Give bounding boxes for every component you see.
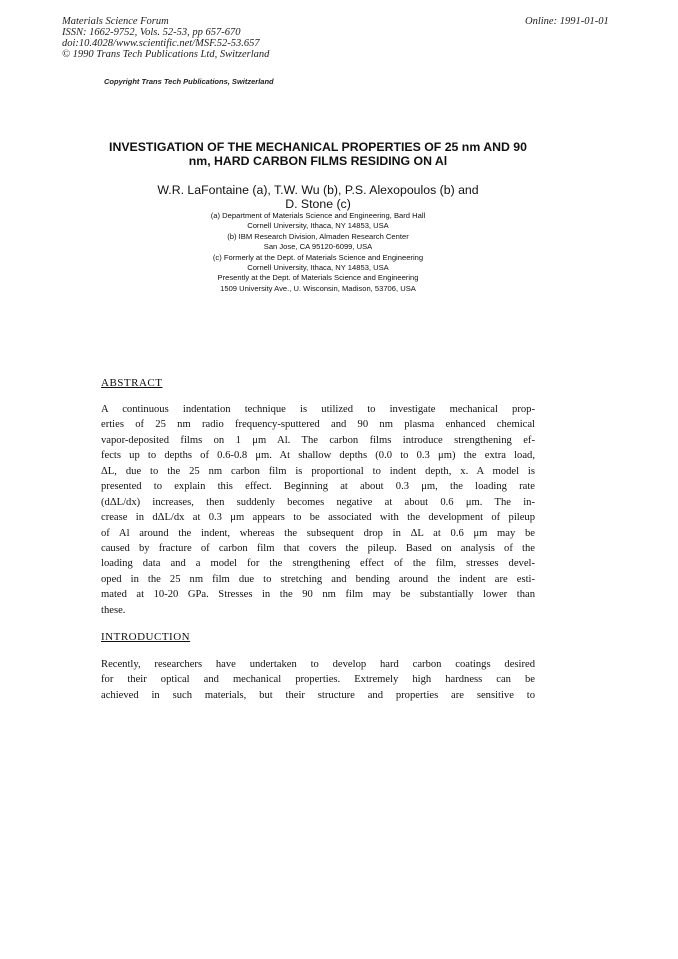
issn-line: ISSN: 1662-9752, Vols. 52-53, pp 657-670 <box>62 27 241 38</box>
affiliation-line: (c) Formerly at the Dept. of Materials Science and Engineering <box>212 252 424 262</box>
abstract-line: crease in dΔL/dx at 0.3 μm appears to be associated with the development of pileup <box>101 512 535 524</box>
affiliation-line: 1509 University Ave., U. Wisconsin, Madison, 53706, USA <box>220 283 416 293</box>
paper-title <box>80 140 556 168</box>
abstract-line: of Al around the indent, whereas the subsequent drop in ΔL at 0.6 μm may be <box>101 527 535 539</box>
copyright-stamp: Copyright Trans Tech Publications, Switzerland <box>104 77 274 86</box>
authors-line-2: D. Stone (c) <box>285 197 351 211</box>
introduction-heading: INTRODUCTION <box>101 631 191 643</box>
affiliation-line: (b) IBM Research Division, Almaden Research Center <box>227 231 409 241</box>
authors-line-1: W.R. LaFontaine (a), T.W. Wu (b), P.S. Alexopoulos (b) and <box>157 183 479 197</box>
abstract-line: A continuous indentation technique is utilized to investigate mechanical prop- <box>101 404 535 415</box>
journal-name: Materials Science Forum <box>62 16 169 27</box>
introduction-line: for their optical and mechanical properties. Extremely high hardness can be <box>101 674 535 686</box>
copyright-line: © 1990 Trans Tech Publications Ltd, Switzerland <box>62 49 270 60</box>
abstract-line: vapor-deposited films on 1 μm Al. The carbon films introduce strengthening ef- <box>101 434 535 446</box>
online-date: Online: 1991-01-01 <box>525 16 609 27</box>
affiliation-line: (a) Department of Materials Science and Engineering, Bard Hall <box>210 211 426 220</box>
abstract-line: fects up to depths of 0.6-0.8 μm. At shallow depths (0.0 to 0.3 μm) the extra load, <box>101 450 535 462</box>
affiliations <box>110 211 526 294</box>
affiliation-line: San Jose, CA 95120-6099, USA <box>263 242 373 252</box>
affiliation-line: Cornell University, Ithaca, NY 14853, USA <box>247 221 389 231</box>
introduction-line: Recently, researchers have undertaken to develop hard carbon coatings desired <box>101 659 535 670</box>
author-list <box>90 183 546 211</box>
title-line-1: INVESTIGATION OF THE MECHANICAL PROPERTIES OF 25 nm AND 90 <box>109 140 527 154</box>
affiliation-line: Presently at the Dept. of Materials Science and Engineering <box>217 273 419 283</box>
abstract-line: caused by fracture of carbon film that covers the pileup. Based on analysis of the <box>101 542 535 554</box>
abstract-line: presented to explain this effect. Beginning at about 0.3 μm, the loading rate <box>101 481 535 493</box>
abstract-line: mated at 10-20 GPa. Stresses in the 90 nm film may be substantially lower than <box>101 589 535 601</box>
introduction-body <box>101 657 535 703</box>
abstract-line: these. <box>101 604 126 616</box>
abstract-line: erties of 25 nm radio frequency-sputtered and 90 nm plasma enhanced chemical <box>101 419 535 431</box>
abstract-body <box>101 402 535 618</box>
journal-header <box>62 16 269 60</box>
abstract-line: ΔL, due to the 25 nm carbon film is proportional to indent depth, x. A model is <box>101 465 535 477</box>
doi-line: doi:10.4028/www.scientific.net/MSF.52-53.657 <box>62 38 260 49</box>
introduction-line: achieved in such materials, but their structure and properties are sensitive to <box>101 689 535 701</box>
abstract-line: (dΔL/dx) increases, then suddenly becomes negative at about 0.6 μm. The in- <box>101 496 535 508</box>
abstract-line: loading data and a model for the strengthening effect of the film, stresses devel- <box>101 558 535 570</box>
abstract-heading: ABSTRACT <box>101 377 163 389</box>
title-line-2: nm, HARD CARBON FILMS RESIDING ON Al <box>188 154 448 168</box>
affiliation-line: Cornell University, Ithaca, NY 14853, USA <box>247 263 389 273</box>
abstract-line: oped in the 25 nm film due to stretching and bending around the indent are esti- <box>101 573 535 585</box>
